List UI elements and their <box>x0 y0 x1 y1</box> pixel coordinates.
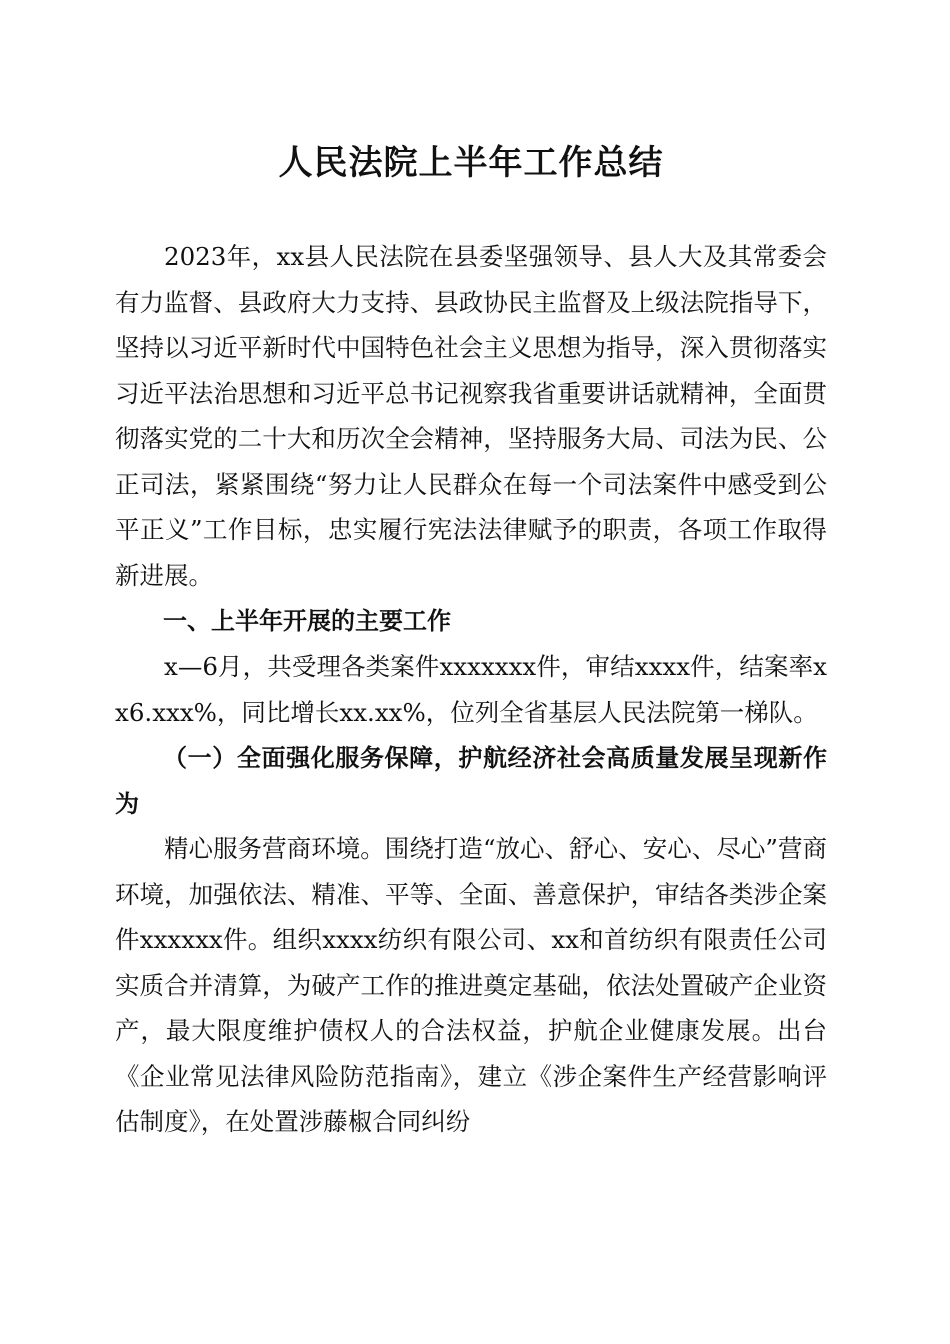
document-title: 人民法院上半年工作总结 <box>278 143 664 183</box>
document-body <box>115 128 827 1145</box>
title-spacing <box>115 198 827 234</box>
case-statistics-paragraph: x—6月，共受理各类案件xxxxxxx件，审结xxxx件，结案率xx6.xxx%，同比增长xx.xx%，位列全省基层人民法院第一梯队。 <box>115 652 827 727</box>
business-environment-paragraph: 精心服务营商环境。围绕打造“放心、舒心、安心、尽心”营商环境，加强依法、精准、平等、全面、善意保护，审结各类涉企案件xxxxxx件。组织xxxx纺织有限公司、xx和首纺织有限责任公司实质合并清算，为破产工作的推进奠定基础，依法处置破产企业资产，最大限度维护债权人的合法权益，护航企业健康发展。出台《企业常见法律风险防范指南》，建立《涉企案件生产经营影响评估制度》，在处置涉藤椒合同纠纷 <box>115 834 827 1136</box>
subsection-heading-service-guarantee: （一）全面强化服务保障，护航经济社会高质量发展呈现新作为 <box>115 743 827 818</box>
intro-paragraph: 2023年，xx县人民法院在县委坚强领导、县人大及其常委会有力监督、县政府大力支持、县政协民主监督及上级法院指导下，坚持以习近平新时代中国特色社会主义思想为指导，深入贯彻落实习近平法治思想和习近平总书记视察我省重要讲话就精神，全面贯彻落实党的二十大和历次全会精神，坚持服务大局、司法为民、公正司法，紧紧围绕“努力让人民群众在每一个司法案件中感受到公平正义”工作目标，忠实履行宪法法律赋予的职责，各项工作取得新进展。 <box>115 242 827 590</box>
section-heading-main-work: 一、上半年开展的主要工作 <box>163 607 451 635</box>
